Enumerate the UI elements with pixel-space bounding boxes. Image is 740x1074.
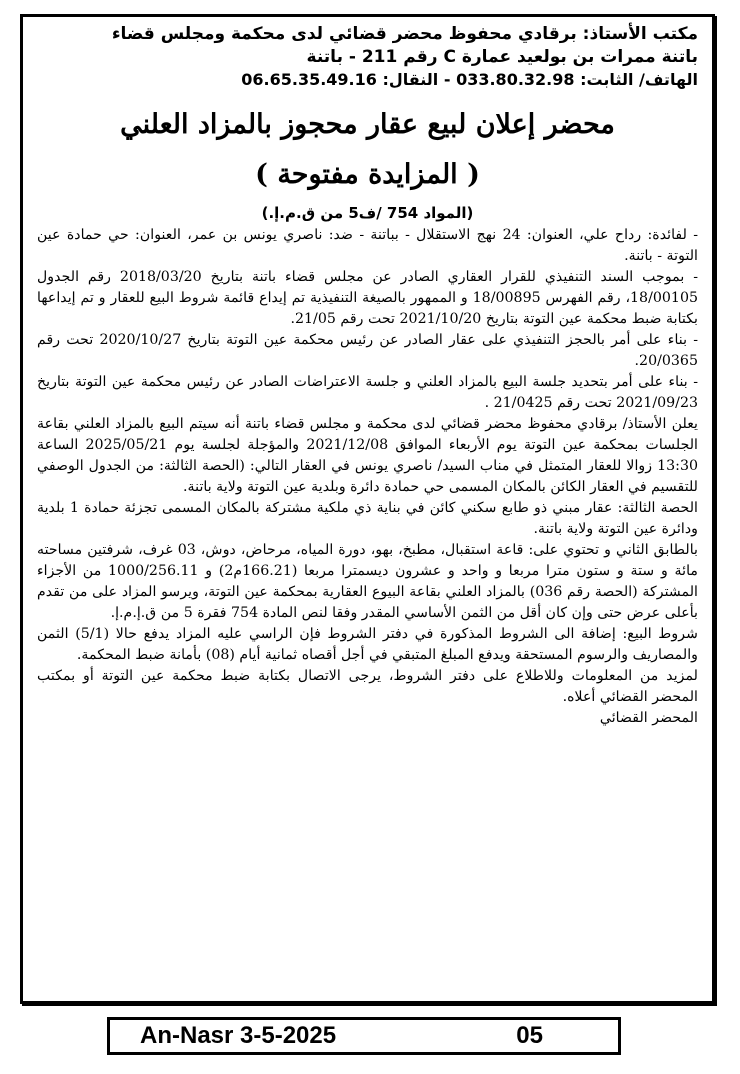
office-line-1: مكتب الأستاذ: برقادي محفوظ محضر قضائي لدى محكمة ومجلس قضاء: [111, 24, 698, 44]
office-line-2: باتنة ممرات بن بولعيد عمارة C رقم 211 - باتنة: [306, 47, 698, 67]
announcement-subtitle: ( المزايدة مفتوحة ): [255, 159, 480, 190]
announcement-content: [23, 17, 712, 729]
page-number: 05: [516, 1022, 543, 1049]
signature: المحضر القضائي: [599, 710, 698, 726]
announcement-frame: [20, 14, 715, 1004]
paragraph-property-description: بالطابق الثاني و تحتوي على: قاعة استقبال، مطبخ، بهو، دورة المياه، مرحاض، دوش، 03 غرف، شرفتين مساحته مائة و ستة و ستون مترا مربعا و واحد و عشرون ديسمترا مربعا (166.21م2) و 1000/256.11 من الأجزاء المشتركة (الحصة رقم 036) بالمزاد العلني بقاعة البيوع العقارية بمحكمة عين التوتة، ويرسو المزاد على من تقدم بأعلى عرض حتى وإن كان أقل من الثمن الأساسي المقدر وفقا لنص المادة 754 فقرة 5 من ق.إ.م.إ.: [37, 542, 698, 621]
paragraph-sale-announcement: يعلن الأستاذ/ برقادي محفوظ محضر قضائي لدى محكمة و مجلس قضاء باتنة أنه سيتم البيع بالمزاد العلني بقاعة الجلسات بمحكمة عين التوتة يوم الأربعاء الموافق 2021/12/08 والمؤجلة لجلسة يوم 2025/05/21 الساعة 13:30 زوالا للعقار المتمثل في مناب السيد/ ناصري يونس في العقار التالي: (الحصة الثالثة: من الجدول الوصفي للتقسيم في العقار الكائن بالمكان المسمى حي حمادة دائرة وبلدية عين التوتة ولاية باتنة.: [37, 416, 699, 495]
legal-articles: (المواد 754 /ف5 من ق.م.إ.): [261, 204, 474, 222]
paragraph-beneficiary: - لفائدة: رداح علي، العنوان: 24 نهج الاستقلال - بباتنة - ضد: ناصري يونس بن عمر، العنوان: حي حمادة عين التوتة - باتنة.: [37, 227, 698, 264]
footer-box: [107, 1017, 621, 1055]
office-phone: الهاتف/ الثابت: 033.80.32.98 - النقال: 06.65.35.49.16: [241, 70, 698, 89]
announcement-body: [37, 225, 698, 729]
paragraph-contact: لمزيد من المعلومات وللاطلاع على دفتر الشروط، يرجى الاتصال بكتابة ضبط محكمة عين التوتة أو بمكتب المحضر القضائي أعلاه.: [37, 668, 698, 705]
paragraph-session-order: - بناء على أمر بتحديد جلسة البيع بالمزاد العلني و جلسة الاعتراضات الصادر عن رئيس محكمة عين التوتة بتاريخ 2021/09/23 تحت رقم 21/0425 .: [37, 374, 698, 411]
paragraph-third-share: الحصة الثالثة: عقار مبني ذو طابع سكني كائن في بناية ذي ملكية مشتركة بالمكان المسمى تجزئة حمادة 1 بلدية ودائرة عين التوتة ولاية باتنة.: [37, 500, 698, 537]
paragraph-enforcement-title: - بموجب السند التنفيذي للقرار العقاري الصادر عن مجلس قضاء باتنة بتاريخ 2018/03/20 رقم الجدول 18/00105، رقم الفهرس 18/00895 و الممهور بالصيغة التنفيذية تم إيداع قائمة شروط البيع للعقار و تم إيداعها بكتابة ضبط محكمة عين التوتة بتاريخ 2021/10/20 تحت رقم 21/05.: [37, 269, 698, 327]
announcement-title: محضر إعلان لبيع عقار محجوز بالمزاد العلني: [120, 109, 615, 140]
paragraph-seizure-order: - بناء على أمر بالحجز التنفيذي على عقار الصادر عن رئيس محكمة عين التوتة بتاريخ 2020/10/27 تحت رقم 20/0365.: [37, 332, 698, 369]
newspaper-issue: An-Nasr 3-5-2025: [140, 1022, 337, 1049]
paragraph-sale-conditions: شروط البيع: إضافة الى الشروط المذكورة في دفتر الشروط فإن الراسي عليه المزاد يدفع حالا (5/1) الثمن والمصاريف والرسوم المستحقة ويدفع المبلغ المتبقي في أجل أقصاه ثمانية أيام (08) بأمانة ضبط المحكمة.: [37, 626, 698, 663]
